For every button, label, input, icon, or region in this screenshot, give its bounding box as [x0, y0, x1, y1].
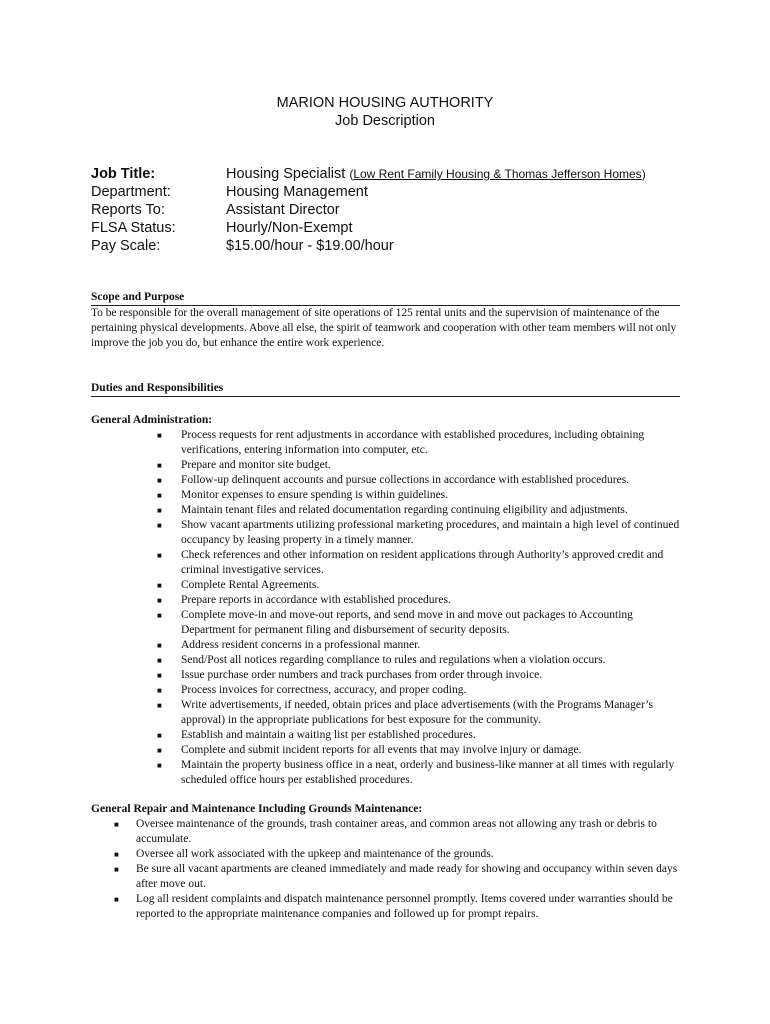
- list-item-text: Maintain tenant files and related documentation regarding continuing eligibility and adjustments.: [181, 504, 628, 516]
- list-item-text: Process invoices for correctness, accuracy, and proper coding.: [181, 684, 467, 696]
- list-item-text: Prepare reports in accordance with established procedures.: [181, 594, 451, 606]
- list-item: [157, 458, 681, 473]
- bullet-icon: ■: [157, 581, 162, 590]
- bullet-icon: ■: [157, 731, 162, 740]
- list-item: [157, 728, 681, 743]
- bullet-icon: ■: [157, 461, 162, 470]
- paren-close: ): [641, 167, 646, 181]
- bullet-icon: ■: [114, 895, 119, 904]
- list-item: [157, 608, 681, 638]
- list-item-text: Maintain the property business office in a neat, orderly and business-like manner at all times with regularly scheduled office hours per established procedures.: [181, 759, 675, 786]
- list-item: [157, 668, 681, 683]
- reports-to-label: Reports To:: [91, 202, 165, 218]
- list-item: [157, 593, 681, 608]
- list-item-text: Complete Rental Agreements.: [181, 579, 320, 591]
- document-type: Job Description: [335, 113, 435, 129]
- department-value: Housing Management: [226, 184, 368, 200]
- repair-heading: General Repair and Maintenance Including Grounds Maintenance:: [91, 803, 423, 815]
- list-item-text: Address resident concerns in a professional manner.: [181, 639, 421, 651]
- list-item: [157, 473, 681, 488]
- reports-to-row: [91, 201, 646, 219]
- bullet-icon: ■: [157, 611, 162, 620]
- job-title-location: [349, 167, 645, 181]
- job-title-location-text: Low Rent Family Housing & Thomas Jefferson Homes: [353, 167, 642, 181]
- job-info-block: [91, 165, 646, 255]
- pay-scale-value: $15.00/hour - $19.00/hour: [226, 238, 394, 254]
- flsa-status-label: FLSA Status:: [91, 220, 176, 236]
- list-item: [157, 698, 681, 728]
- list-item: [157, 683, 681, 698]
- bullet-icon: ■: [114, 820, 119, 829]
- bullet-icon: ■: [157, 641, 162, 650]
- general-admin-heading: General Administration:: [91, 414, 213, 426]
- list-item-text: Oversee maintenance of the grounds, trash container areas, and common areas not allowing any trash or debris to accumulate.: [136, 818, 657, 845]
- list-item-text: Complete and submit incident reports for all events that may involve injury or damage.: [181, 744, 582, 756]
- list-item-text: Issue purchase order numbers and track purchases from order through invoice.: [181, 669, 543, 681]
- bullet-icon: ■: [157, 701, 162, 710]
- bullet-icon: ■: [157, 671, 162, 680]
- list-item: [157, 518, 681, 548]
- bullet-icon: ■: [157, 551, 162, 560]
- reports-to-value: Assistant Director: [226, 202, 340, 218]
- bullet-icon: ■: [114, 850, 119, 859]
- bullet-icon: ■: [157, 476, 162, 485]
- bullet-icon: ■: [157, 746, 162, 755]
- list-item-text: Check references and other information on resident applications through Authority’s approved credit and criminal investigative services.: [181, 549, 664, 576]
- bullet-icon: ■: [157, 686, 162, 695]
- document-header: [0, 94, 770, 130]
- bullet-icon: ■: [157, 431, 162, 440]
- bullet-icon: ■: [157, 656, 162, 665]
- scope-paragraph: To be responsible for the overall management of site operations of 125 rental units and the supervision of maintenance of the pertaining physical developments. Above all else, the spirit of teamwork and cooperation with other team members will not only improve the job you do, but enhance the entire work experience.: [91, 307, 677, 349]
- list-item: [157, 488, 681, 503]
- bullet-icon: ■: [157, 506, 162, 515]
- list-item-text: Write advertisements, if needed, obtain prices and place advertisements (with the Programs Manager’s approval) in the appropriate publications for best exposure for the community.: [181, 699, 653, 726]
- list-item-text: Oversee all work associated with the upkeep and maintenance of the grounds.: [136, 848, 494, 860]
- job-title-text: Housing Specialist: [226, 166, 346, 182]
- list-item: [157, 743, 681, 758]
- general-admin-list: [157, 428, 681, 788]
- flsa-status-value: Hourly/Non-Exempt: [226, 220, 353, 236]
- list-item-text: Monitor expenses to ensure spending is within guidelines.: [181, 489, 449, 501]
- list-item-text: Show vacant apartments utilizing professional marketing procedures, and maintain a high level of continued occupancy by leasing property in a timely manner.: [181, 519, 680, 546]
- department-label: Department:: [91, 184, 171, 200]
- list-item: [157, 428, 681, 458]
- list-item: [157, 578, 681, 593]
- list-item: [114, 847, 681, 862]
- bullet-icon: ■: [157, 761, 162, 770]
- list-item: [157, 548, 681, 578]
- list-item: [157, 758, 681, 788]
- department-row: [91, 183, 646, 201]
- list-item-text: Establish and maintain a waiting list per established procedures.: [181, 729, 476, 741]
- pay-scale-row: [91, 237, 646, 255]
- bullet-icon: ■: [157, 521, 162, 530]
- list-item: [157, 638, 681, 653]
- scope-section-title: Scope and Purpose: [91, 291, 680, 306]
- duties-section-title: Duties and Responsibilities: [91, 382, 680, 397]
- list-item-text: Log all resident complaints and dispatch maintenance personnel promptly. Items covered under warranties should be reported to the appropriate maintenance companies and followed up for prompt repairs.: [136, 893, 673, 920]
- list-item: [157, 653, 681, 668]
- repair-list: [114, 817, 681, 922]
- bullet-icon: ■: [157, 491, 162, 500]
- organization-name: MARION HOUSING AUTHORITY: [276, 95, 494, 111]
- list-item-text: Process requests for rent adjustments in accordance with established procedures, including obtaining verifications, entering information into computer, etc.: [181, 429, 645, 456]
- flsa-status-row: [91, 219, 646, 237]
- list-item: [157, 503, 681, 518]
- list-item-text: Follow-up delinquent accounts and pursue collections in accordance with established procedures.: [181, 474, 630, 486]
- pay-scale-label: Pay Scale:: [91, 238, 161, 254]
- list-item-text: Be sure all vacant apartments are cleaned immediately and made ready for showing and occupancy within seven days after move out.: [136, 863, 678, 890]
- list-item-text: Send/Post all notices regarding compliance to rules and regulations when a violation occurs.: [181, 654, 606, 666]
- list-item: [114, 892, 681, 922]
- list-item: [114, 817, 681, 847]
- list-item: [114, 862, 681, 892]
- bullet-icon: ■: [157, 596, 162, 605]
- job-title-label: Job Title:: [91, 166, 156, 182]
- bullet-icon: ■: [114, 865, 119, 874]
- list-item-text: Complete move-in and move-out reports, and send move in and move out packages to Accounting Department for permanent filing and disbursement of security deposits.: [181, 609, 633, 636]
- job-title-value: [226, 165, 646, 183]
- list-item-text: Prepare and monitor site budget.: [181, 459, 331, 471]
- paren-open: (: [349, 167, 354, 181]
- job-title-row: [91, 165, 646, 183]
